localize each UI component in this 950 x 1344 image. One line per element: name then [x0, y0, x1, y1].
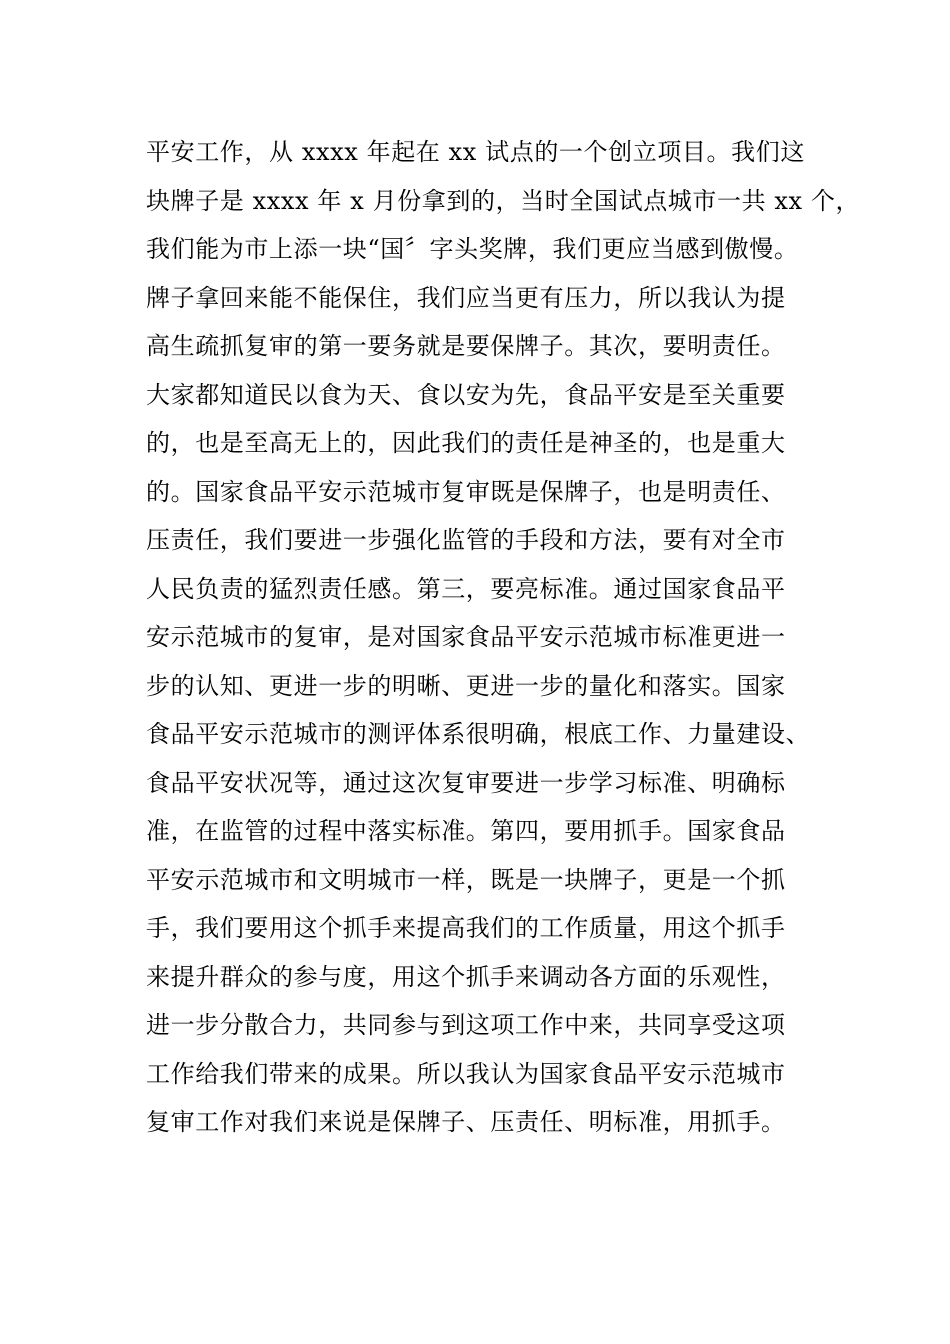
- text-line: 高生疏抓复审的第一要务就是要保牌子。其次，要明责任。: [146, 332, 786, 360]
- text-line: 准，在监管的过程中落实标准。第四，要用抓手。国家食品: [146, 817, 786, 845]
- text-line: 平安示范城市和文明城市一样，既是一块牌子，更是一个抓: [146, 865, 786, 894]
- text-line: 手，我们要用这个抓手来提高我们的工作质量，用这个抓手: [146, 914, 786, 942]
- text-line: 进一步分散合力，共同参与到这项工作中来，共同享受这项: [146, 1011, 786, 1039]
- text-line: 步的认知、更进一步的明晰、更进一步的量化和落实。国家: [146, 671, 786, 700]
- text-line: 食品平安状况等，通过这次复审要进一步学习标准、明确标: [146, 768, 786, 797]
- text-line: 食品平安示范城市的测评体系很明确，根底工作、力量建设、: [146, 720, 811, 748]
- text-line: 的，也是至高无上的，因此我们的责任是神圣的，也是重大: [146, 429, 786, 457]
- text-line: 大家都知道民以食为天、食以安为先，食品平安是至关重要: [146, 380, 786, 409]
- text-line: 压责任，我们要进一步强化监管的手段和方法，要有对全市: [146, 526, 786, 554]
- text-line: 我们能为市上添一块“国〞字头奖牌，我们更应当感到傲慢。: [146, 235, 799, 263]
- text-line: 来提升群众的参与度，用这个抓手来调动各方面的乐观性，: [146, 962, 786, 991]
- text-line: 安示范城市的复审，是对国家食品平安示范城市标准更进一: [146, 623, 786, 651]
- text-line: 牌子拿回来能不能保住，我们应当更有压力，所以我认为提: [146, 283, 786, 312]
- body-text: [146, 128, 861, 1147]
- text-line: 的。国家食品平安示范城市复审既是保牌子，也是明责任、: [146, 477, 786, 506]
- text-line: 人民负责的猛烈责任感。第三，要亮标准。通过国家食品平: [146, 574, 786, 603]
- text-line: 块牌子是 xxxx 年 x 月份拿到的，当时全国试点城市一共 xx 个，: [146, 186, 861, 215]
- text-line: 复审工作对我们来说是保牌子、压责任、明标准，用抓手。: [146, 1108, 786, 1136]
- text-line: 工作给我们带来的成果。所以我认为国家食品平安示范城市: [146, 1059, 786, 1088]
- text-line: 平安工作，从 xxxx 年起在 xx 试点的一个创立项目。我们这: [146, 138, 805, 166]
